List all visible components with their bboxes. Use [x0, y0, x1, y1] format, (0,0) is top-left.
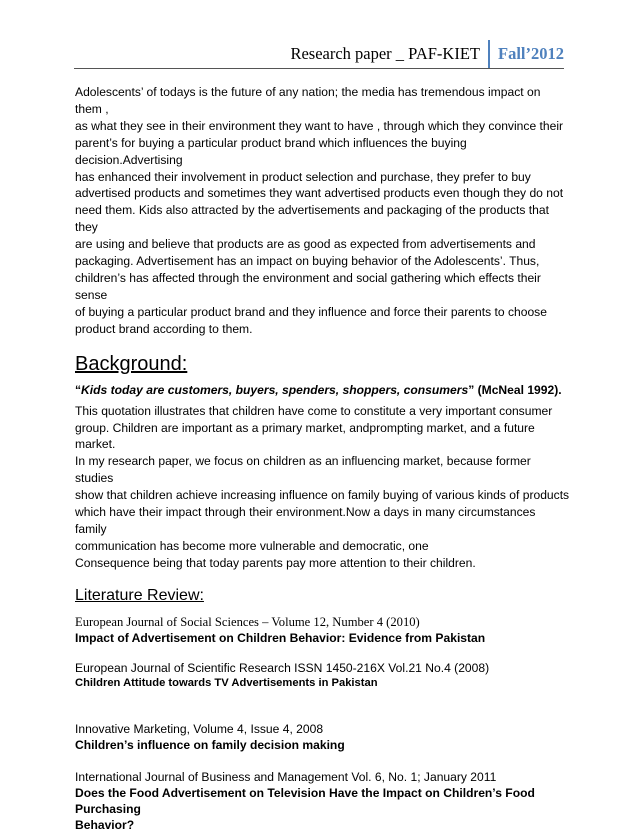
background-quote: [75, 382, 570, 399]
intro-line: has enhanced their involvement in product selection and purchase, they prefer to buy: [75, 169, 531, 184]
reference-title: Does the Food Advertisement on Television Have the Impact on Children’s Food Purchasing: [75, 785, 535, 816]
literature-heading: Literature Review:: [75, 586, 204, 604]
reference-title: Children Attitude towards TV Advertisements in Pakistan: [75, 676, 378, 689]
intro-line: children’s has affected through the environment and social gathering which effects their sense: [75, 270, 541, 302]
page-header: [290, 40, 564, 68]
reference-1: [75, 614, 570, 646]
background-line: Consequence being that today parents pay more attention to their children.: [75, 555, 476, 570]
intro-line: product brand according to them.: [75, 321, 253, 336]
intro-paragraph: [75, 84, 570, 338]
background-line: communication has become more vulnerable and democratic, one: [75, 538, 429, 553]
reference-title: Behavior?: [75, 817, 135, 832]
intro-line: are using and believe that products are as good as expected from advertisements and: [75, 237, 536, 252]
background-paragraph: [75, 403, 570, 572]
background-line: which have their impact through their environment.Now a days in many circumstances family: [75, 505, 536, 536]
background-line: group. Children are important as a primary market, andprompting market, and a future market.: [75, 420, 535, 452]
intro-line: of buying a particular product brand and they influence and force their parents to choose: [75, 304, 547, 319]
header-term: Fall’2012: [498, 44, 564, 63]
intro-line: need them. Kids also attracted by the advertisements and packaging of the products that they: [75, 203, 549, 235]
intro-line: packaging. Advertisement has an impact on buying behavior of the Adolescents’. Thus,: [75, 254, 540, 269]
reference-title: Children’s influence on family decision making: [75, 737, 345, 752]
reference-journal: European Journal of Social Sciences – Volume 12, Number 4 (2010): [75, 614, 420, 629]
reference-4: [75, 769, 570, 833]
reference-journal: European Journal of Scientific Research ISSN 1450-216X Vol.21 No.4 (2008): [75, 660, 490, 675]
intro-line: advertised products and sometimes they want advertised products even though they do not: [75, 186, 564, 201]
background-heading: Background:: [75, 352, 188, 375]
page-content: [75, 84, 570, 833]
quote-text: Kids today are customers, buyers, spenders, shoppers, consumers: [81, 382, 469, 397]
background-line: This quotation illustrates that children have come to constitute a very important consumer: [75, 403, 553, 418]
background-line: show that children achieve increasing influence on family buying of various kinds of products: [75, 488, 570, 503]
reference-3: [75, 721, 570, 753]
intro-line: parent’s for buying a particular product brand which influences the buying decision.Advertising: [75, 135, 467, 167]
background-line: In my research paper, we focus on children as an influencing market, because former studies: [75, 454, 531, 486]
intro-line: Adolescents’ of todays is the future of any nation; the media has tremendous impact on them ,: [75, 85, 541, 116]
quote-citation: ” (McNeal 1992).: [468, 382, 562, 397]
reference-title: Impact of Advertisement on Children Behavior: Evidence from Pakistan: [75, 630, 486, 645]
header-title: Research paper _ PAF-KIET: [290, 44, 480, 63]
reference-journal: International Journal of Business and Management Vol. 6, No. 1; January 2011: [75, 769, 497, 784]
reference-journal: Innovative Marketing, Volume 4, Issue 4, 2008: [75, 721, 324, 736]
intro-line: as what they see in their environment they want to have , through which they convince their: [75, 118, 564, 133]
header-rule: [74, 68, 564, 69]
quote-open: “: [75, 382, 82, 397]
reference-2: [75, 660, 570, 691]
